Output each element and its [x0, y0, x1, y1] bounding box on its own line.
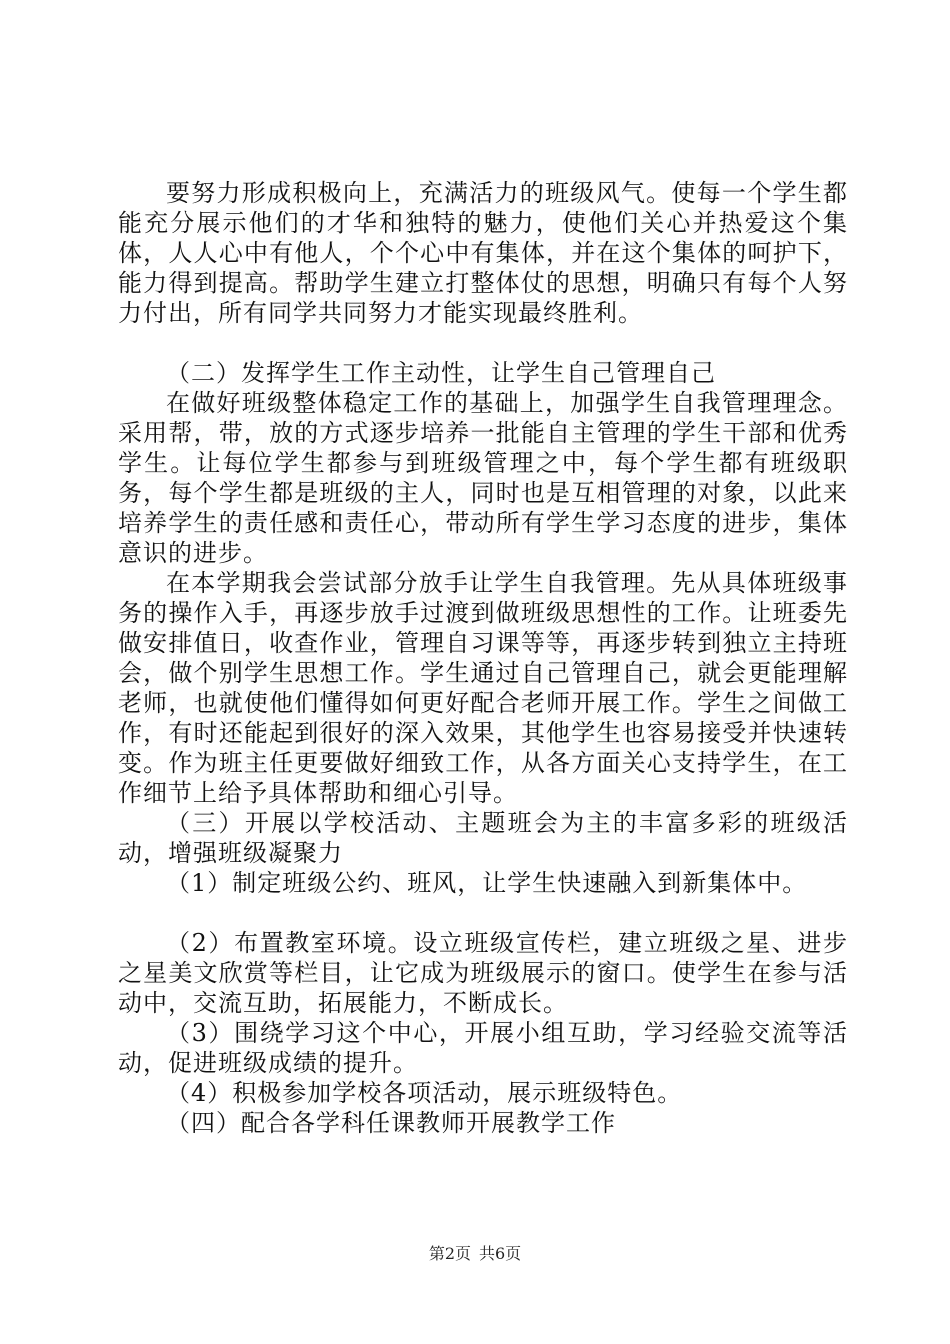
page-total: 共6页	[479, 1244, 522, 1263]
list-item-1: （1）制定班级公约、班风，让学生快速融入到新集体中。	[166, 869, 808, 897]
section-heading-4: （四）配合各学科任课教师开展教学工作	[166, 1109, 616, 1137]
paragraph-self-management-concept: 在做好班级整体稳定工作的基础上，加强学生自我管理理念。采用帮，带，放的方式逐步培养一批能自主管理的学生干部和优秀学生。让每位学生都参与到班级管理之中，每个学生都有班级职务，每个学生都是班级的主人，同时也是互相管理的对象，以此来培养学生的责任感和责任心，带动所有学生学习态度的进步，集体意识的进步。	[118, 389, 848, 567]
section-heading-2: （二）发挥学生工作主动性，让学生自己管理自己	[166, 359, 716, 387]
page-footer	[0, 1244, 950, 1264]
page-number: 第2页	[428, 1244, 471, 1263]
list-item-2: （2）布置教室环境。设立班级宣传栏，建立班级之星、进步之星美文欣赏等栏目，让它成为班级展示的窗口。使学生在参与活动中，交流互助，拓展能力，不断成长。	[118, 929, 848, 1017]
paragraph-class-atmosphere: 要努力形成积极向上，充满活力的班级风气。使每一个学生都能充分展示他们的才华和独特的魅力，使他们关心并热爱这个集体，人人心中有他人，个个心中有集体，并在这个集体的呵护下，能力得到提高。帮助学生建立打整体仗的思想，明确只有每个人努力付出，所有同学共同努力才能实现最终胜利。	[118, 179, 848, 327]
list-item-3: （3）围绕学习这个中心，开展小组互助，学习经验交流等活动，促进班级成绩的提升。	[118, 1019, 848, 1077]
document-body	[118, 178, 848, 1138]
list-item-4: （4）积极参加学校各项活动，展示班级特色。	[166, 1079, 683, 1107]
section-heading-3: （三）开展以学校活动、主题班会为主的丰富多彩的班级活动，增强班级凝聚力	[118, 809, 848, 867]
paragraph-self-management-practice: 在本学期我会尝试部分放手让学生自我管理。先从具体班级事务的操作入手，再逐步放手过渡到做班级思想性的工作。让班委先做安排值日，收查作业，管理自习课等等，再逐步转到独立主持班会，做个别学生思想工作。学生通过自己管理自己，就会更能理解老师，也就使他们懂得如何更好配合老师开展工作。学生之间做工作，有时还能起到很好的深入效果，其他学生也容易接受并快速转变。作为班主任更要做好细致工作，从各方面关心支持学生，在工作细节上给予具体帮助和细心引导。	[118, 569, 848, 807]
